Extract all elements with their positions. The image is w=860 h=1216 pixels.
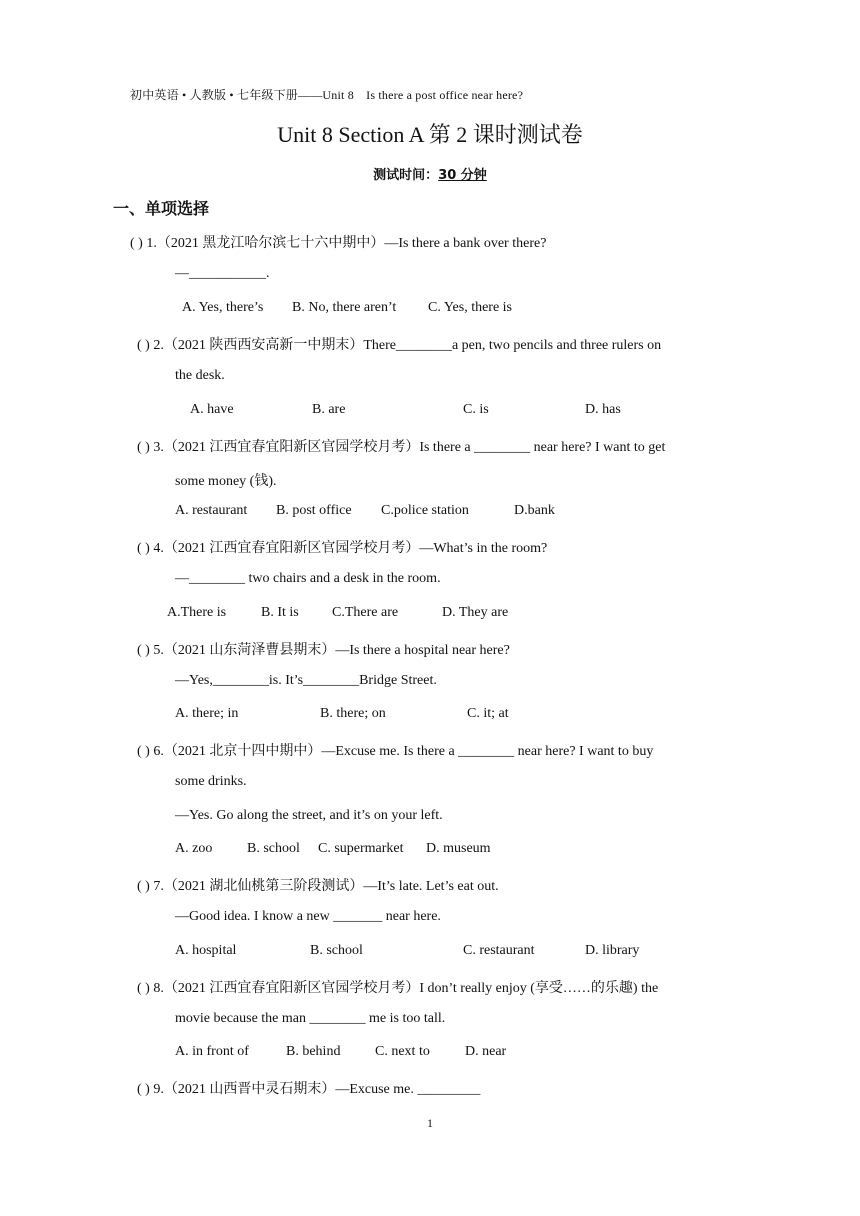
question-5-option-b: B. there; on bbox=[320, 706, 386, 721]
question-3-stem: ( ) 3.（2021 江西宜春宜阳新区官园学校月考）Is there a ________ near here? I want to get bbox=[137, 440, 666, 455]
question-1-option-a: A. Yes, there’s bbox=[182, 300, 264, 315]
question-6-option-d: D. museum bbox=[426, 841, 491, 856]
question-1-option-b: B. No, there aren’t bbox=[292, 300, 397, 315]
test-time-value: 30 分钟 bbox=[438, 168, 487, 183]
question-3-option-b: B. post office bbox=[276, 503, 352, 518]
question-5-option-a: A. there; in bbox=[175, 706, 239, 721]
question-5-stem: ( ) 5.（2021 山东菏泽曹县期末）—Is there a hospital near here? bbox=[137, 643, 510, 658]
question-2-option-c: C. is bbox=[463, 402, 489, 417]
question-4-option-a: A.There is bbox=[167, 605, 227, 620]
running-header: 初中英语 • 人教版 • 七年级下册——Unit 8 Is there a post office near here? bbox=[130, 88, 524, 102]
question-8-option-d: D. near bbox=[465, 1044, 507, 1059]
question-3-line-2: some money (钱). bbox=[175, 474, 277, 489]
question-2-line-2: the desk. bbox=[175, 368, 225, 383]
question-2-option-a: A. have bbox=[190, 402, 234, 417]
question-6-stem: ( ) 6.（2021 北京十四中期中）—Excuse me. Is there a ________ near here? I want to buy bbox=[137, 744, 654, 759]
question-8-option-a: A. in front of bbox=[175, 1044, 249, 1059]
question-7-stem: ( ) 7.（2021 湖北仙桃第三阶段测试）—It’s late. Let’s eat out. bbox=[137, 879, 499, 894]
question-8-option-b: B. behind bbox=[286, 1044, 341, 1059]
question-4-stem: ( ) 4.（2021 江西宜春宜阳新区官园学校月考）—What’s in the room? bbox=[137, 541, 548, 556]
question-2-option-d: D. has bbox=[585, 402, 621, 417]
question-7-option-b: B. school bbox=[310, 943, 363, 958]
question-8-option-c: C. next to bbox=[375, 1044, 430, 1059]
question-4-option-c: C.There are bbox=[332, 605, 399, 620]
question-4-option-d: D. They are bbox=[442, 605, 509, 620]
question-7-option-c: C. restaurant bbox=[463, 943, 535, 958]
question-4-line-2: —________ two chairs and a desk in the room. bbox=[175, 571, 441, 586]
page-number: 1 bbox=[427, 1116, 433, 1130]
page-title: Unit 8 Section A 第 2 课时测试卷 bbox=[277, 122, 583, 147]
test-time-label: 测试时间： bbox=[373, 168, 439, 183]
question-6-line-3: —Yes. Go along the street, and it’s on your left. bbox=[175, 808, 443, 823]
question-8-stem: ( ) 8.（2021 江西宜春宜阳新区官园学校月考）I don’t really enjoy (享受……的乐趣) the bbox=[137, 981, 659, 996]
question-5-line-2: —Yes,________is. It’s________Bridge Street. bbox=[175, 673, 437, 688]
section-title: 一、单项选择 bbox=[113, 199, 210, 218]
question-9-stem: ( ) 9.（2021 山西晋中灵石期末）—Excuse me. _________ bbox=[137, 1082, 481, 1097]
question-1-option-c: C. Yes, there is bbox=[428, 300, 513, 315]
question-3-option-c: C.police station bbox=[381, 503, 469, 518]
question-7-option-d: D. library bbox=[585, 943, 640, 958]
question-1-line-2: —___________. bbox=[175, 266, 270, 281]
question-2-stem: ( ) 2.（2021 陕西西安高新一中期末）There________a pen, two pencils and three rulers on bbox=[137, 338, 662, 353]
question-6-option-c: C. supermarket bbox=[318, 841, 404, 856]
question-8-line-2: movie because the man ________ me is too tall. bbox=[175, 1011, 446, 1026]
question-6-option-a: A. zoo bbox=[175, 841, 213, 856]
question-6-line-2: some drinks. bbox=[175, 774, 247, 789]
question-4-option-b: B. It is bbox=[261, 605, 299, 620]
question-7-line-2: —Good idea. I know a new _______ near here. bbox=[175, 909, 441, 924]
test-time bbox=[0, 164, 860, 183]
question-7-option-a: A. hospital bbox=[175, 943, 237, 958]
question-5-option-c: C. it; at bbox=[467, 706, 509, 721]
question-6-option-b: B. school bbox=[247, 841, 300, 856]
question-1-stem: ( ) 1.（2021 黑龙江哈尔滨七十六中期中）—Is there a bank over there? bbox=[130, 236, 547, 251]
question-2-option-b: B. are bbox=[312, 402, 346, 417]
question-3-option-d: D.bank bbox=[514, 503, 555, 518]
question-3-option-a: A. restaurant bbox=[175, 503, 248, 518]
